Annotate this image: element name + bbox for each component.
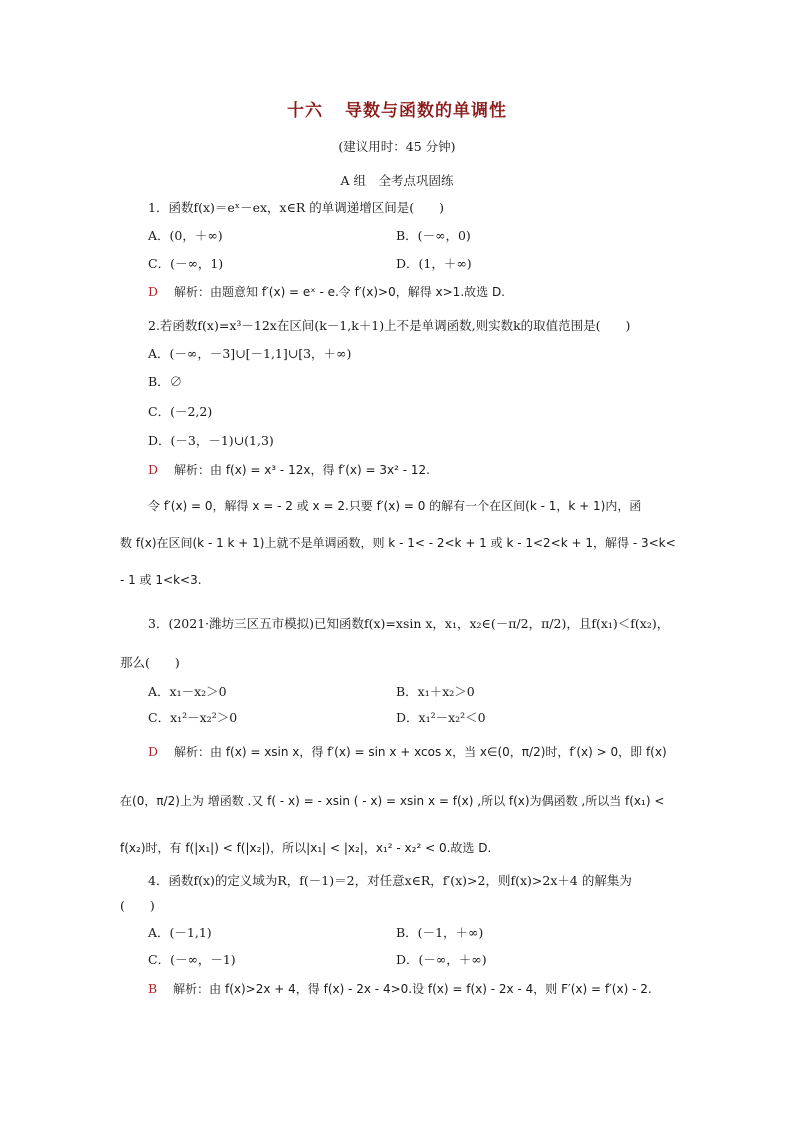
q1-answer-line <box>148 283 505 300</box>
title-number: 十六 <box>287 101 323 121</box>
q1-option-d: D．(1，＋∞) <box>396 256 472 271</box>
q2-option-b: B．∅ <box>148 374 183 389</box>
q3-explanation-2-interval: (0，π/2) <box>132 794 180 808</box>
q3-answer-line <box>148 743 667 760</box>
q3-option-c: C．x₁²－x₂²＞0 <box>148 710 238 725</box>
q3-text-b: ，且f(x₁)＜f(x₂)， <box>566 616 670 631</box>
q4-option-d: D．(－∞，＋∞) <box>396 952 487 967</box>
question-1: 1．函数f(x)＝eˣ－ex，x∈R 的单调递增区间是( ) <box>148 200 444 215</box>
q1-option-b: B．(－∞，0) <box>396 228 471 243</box>
q3-option-d: D．x₁²－x₂²＜0 <box>396 710 486 725</box>
q4-answer-line <box>148 980 652 997</box>
q4-paren: ( ) <box>120 898 155 913</box>
q1-option-a: A．(0，＋∞) <box>148 228 223 243</box>
q3-paren: 那么( ) <box>120 655 180 670</box>
time-note: (建议用时：45 分钟) <box>338 139 456 154</box>
q3-option-b: B．x₁＋x₂＞0 <box>396 684 475 699</box>
q3-interval: (－π/2，π/2) <box>490 616 567 631</box>
q2-option-d: D．(－3，－1)∪(1,3) <box>148 433 274 448</box>
q3-option-a: A．x₁－x₂＞0 <box>148 684 227 699</box>
q3-explanation-1a: 解析：由 f(x) = xsin x，得 f′(x) = sin x + xcos x，当 x∈ <box>174 745 498 759</box>
q2-option-c: C．(－2,2) <box>148 404 213 419</box>
group-heading: A 组 全考点巩固练 <box>340 173 454 188</box>
q3-text-a: 3．(2021·潍坊三区五市模拟)已知函数f(x)=xsin x，x₁，x₂∈ <box>148 616 491 631</box>
q3-explanation-2a: 在 <box>120 794 133 808</box>
q4-explanation: 解析：由 f(x)>2x + 4，得 f(x) - 2x - 4>0.设 f(x) = f(x) - 2x - 4，则 F′(x) = f′(x) - 2. <box>173 982 652 996</box>
q2-option-a: A．(－∞，－3]∪[－1,1]∪[3，＋∞) <box>148 346 352 361</box>
q3-explanation-2 <box>120 792 664 809</box>
q3-explanation-1b: 时，f′(x) > 0，即 f(x) <box>545 745 667 759</box>
q3-explanation-interval: (0，π/2) <box>497 745 546 759</box>
q2-explanation-3: 数 f(x)在区间(k - 1 k + 1)上就不是单调函数，则 k - 1< - 2<k + 1 或 k - 1<2<k + 1，解得 - 3<k< <box>120 536 676 550</box>
q1-answer: D <box>148 284 159 299</box>
question-2: 2.若函数f(x)=x³－12x在区间(k－1,k＋1)上不是单调函数,则实数k的取值范围是( ) <box>148 318 631 333</box>
q3-answer: D <box>148 744 159 759</box>
q4-option-c: C．(－∞，－1) <box>148 952 236 967</box>
q1-option-c: C．(－∞，1) <box>148 256 224 271</box>
q2-explanation-2: 令 f′(x) = 0，解得 x = - 2 或 x = 2.只要 f′(x) = 0 的解有一个在区间(k - 1，k + 1)内，函 <box>148 499 642 513</box>
title-text: 导数与函数的单调性 <box>345 101 507 121</box>
q2-answer: D <box>148 462 159 477</box>
q1-explanation: 解析：由题意知 f′(x) = eˣ - e.令 f′(x)>0，解得 x>1.故选 D. <box>174 285 506 299</box>
q4-option-b: B．(－1，＋∞) <box>396 925 484 940</box>
page-title <box>0 96 794 121</box>
q4-option-a: A．(－1,1) <box>148 925 212 940</box>
q3-explanation-3: f(x₂)时，有 f(|x₁|) < f(|x₂|)，所以|x₁| < |x₂|，x₁² - x₂² < 0.故选 D. <box>120 841 492 855</box>
q4-answer: B <box>148 981 158 996</box>
question-4: 4．函数f(x)的定义域为R，f(－1)＝2，对任意x∈R，f′(x)>2，则f(x)>2x＋4 的解集为 <box>148 873 632 888</box>
q2-explanation-1: 解析：由 f(x) = x³ - 12x，得 f′(x) = 3x² - 12. <box>174 463 430 477</box>
q2-explanation-4: - 1 或 1<k<3. <box>120 573 202 587</box>
q3-explanation-2b: 上为 增函数 .又 f( - x) = - xsin ( - x) = xsin x = f(x) ,所以 f(x)为偶函数 ,所以当 f(x₁) < <box>179 794 665 808</box>
q2-answer-line <box>148 461 430 478</box>
question-3 <box>148 614 669 632</box>
